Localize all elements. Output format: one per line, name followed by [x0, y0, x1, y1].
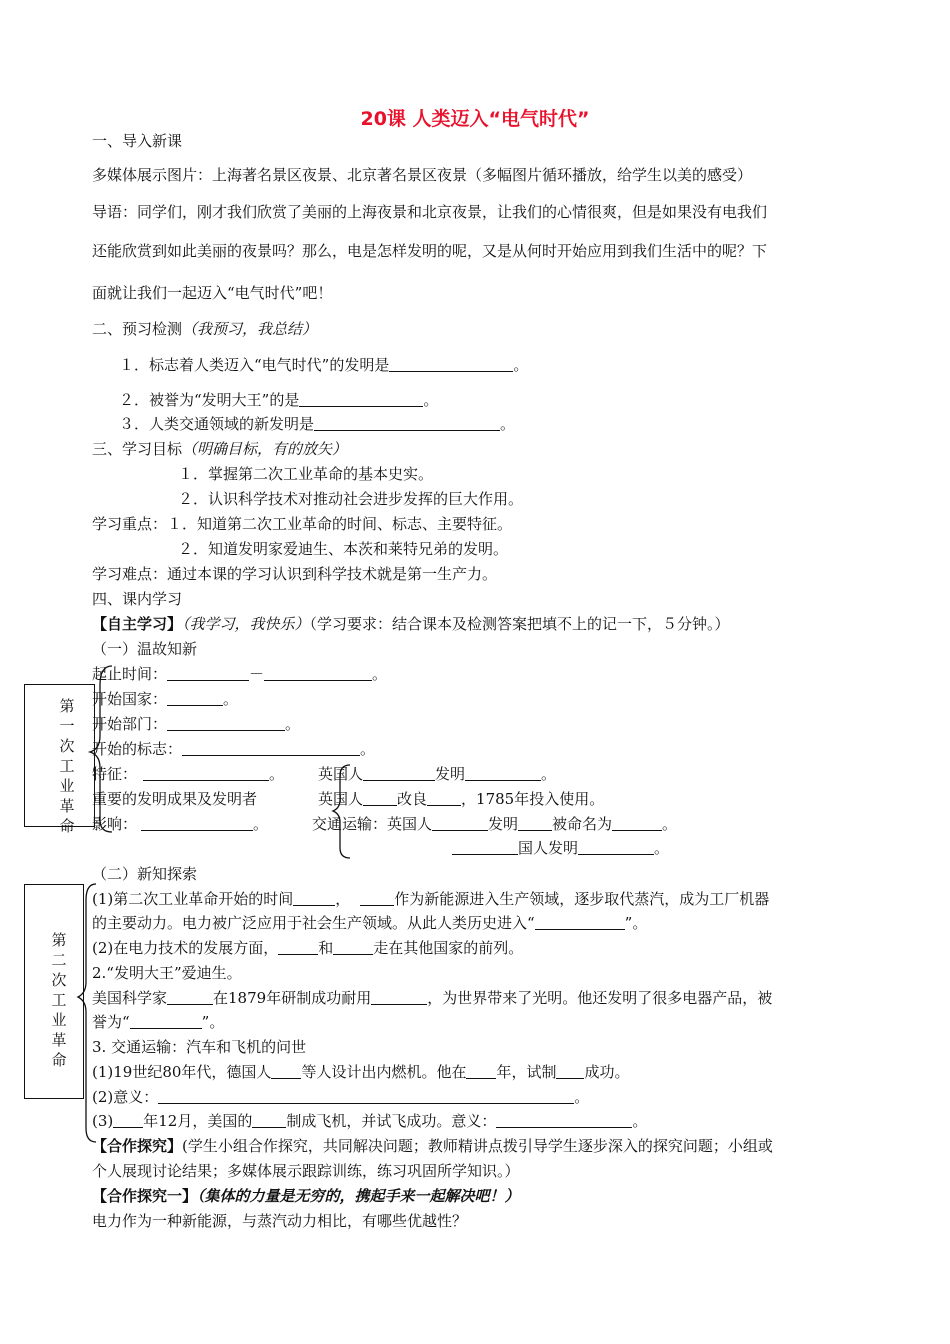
transport-1: (1)19世纪80年代，德国人 等人设计出内燃机。他在 年，试制 成功。: [92, 1063, 630, 1081]
guide-line-3: 面就让我们一起迈入“电气时代”吧！: [92, 284, 333, 302]
brace-major-inventions: [333, 765, 350, 858]
guide-line-1: 导语：同学们，刚才我们欣赏了美丽的上海夜景和北京夜景，让我们的心情很爽，但是如果没有电我们: [92, 203, 768, 221]
guide-line-2: 还能欣赏到如此美丽的夜景吗？那么，电是怎样发明的呢，又是从何时开始应用到我们生活中的呢？下: [92, 242, 768, 260]
coop-line-1: 【合作探究】(学生小组合作探究，共同解决问题；教师精讲点拨引导学生逐步深入的探究问题；小组或: [92, 1137, 773, 1155]
media-line: 多媒体展示图片：上海著名景区夜景、北京著名景区夜景（多幅图片循环播放，给学生以美的感受）: [92, 166, 753, 184]
review-major: 重要的发明成果及发明者: [92, 790, 258, 808]
transport-title: 3. 交通运输：汽车和飞机的问世: [92, 1038, 307, 1056]
new-1-line-2: 的主要动力。电力被广泛应用于社会生产领域。从此人类历史进入“ ”。: [92, 914, 648, 932]
coop-one-note: （集体的力量是无穷的，携起手来一起解决吧！）: [197, 1187, 520, 1205]
section-1-heading: 一、导入新课: [92, 132, 183, 150]
section-4-heading: 四、课内学习: [92, 590, 183, 608]
review-impact: 影响： 。: [92, 815, 269, 833]
self-study-requirement: （学习要求：结合课本及检测答案把填不上的记一下，５分钟。）: [309, 615, 730, 633]
review-time: 起止时间： － 。: [92, 665, 388, 683]
section-2-heading: 二、预习检测（我预习，我总结）: [92, 320, 318, 338]
transport-3: (3) 年12月，美国的 制成飞机，并试飞成功。意义： 。: [92, 1112, 648, 1130]
new-heading: （二）新知探索: [92, 865, 198, 883]
preview-q2: ２．被誉为“发明大王”的是 。: [119, 391, 439, 409]
coop-one-tag: 【合作探究一】: [92, 1187, 198, 1205]
brace-second-revolution: [78, 884, 96, 1142]
section-2-note: （我预习，我总结）: [182, 320, 318, 338]
first-revolution-label: 第一次工业革命: [59, 697, 75, 835]
coop-line-2: 个人展现讨论结果；多媒体展示跟踪训练，练习巩固所学知识。）: [92, 1162, 520, 1180]
edison-line-1: 美国科学家 在1879年研制成功耐用 ，为世界带来了光明。他还发明了很多电器产品，被: [92, 989, 773, 1007]
section-3-note: （明确目标，有的放矢）: [182, 440, 348, 458]
edison-line-2: 誉为“ ”。: [92, 1013, 225, 1031]
page-title: 20课 人类迈入“电气时代”: [360, 108, 590, 130]
final-question: 电力作为一种新能源，与蒸汽动力相比，有哪些优越性？: [92, 1212, 468, 1230]
coop-tag: 【合作探究】: [92, 1137, 183, 1155]
difficulty: 学习难点：通过本课的学习认识到科学技术就是第一生产力。: [92, 565, 498, 583]
self-study-note: （我学习，我快乐）: [182, 615, 310, 633]
key-point-1: 学习重点：１．知道第二次工业革命的时间、标志、主要特征。: [92, 515, 513, 533]
preview-q3: ３．人类交通领域的新发明是 。: [119, 415, 516, 433]
review-invention-2: 英国人 改良 ，1785年投入使用。: [318, 790, 605, 808]
transport-2: (2)意义： 。: [92, 1088, 590, 1106]
second-revolution-label: 第二次工业革命: [51, 931, 67, 1069]
key-point-2: ２．知道发明家爱迪生、本茨和莱特兄弟的发明。: [178, 540, 509, 558]
edison-title: 2.“发明大王”爱迪生。: [92, 964, 242, 982]
review-invention-1: 英国人 发明 。: [318, 765, 557, 783]
section-3-heading: 三、学习目标（明确目标，有的放矢）: [92, 440, 348, 458]
new-1-line-1: (1)第二次工业革命开始的时间 ， 作为新能源进入生产领域，逐步取代蒸汽，成为工厂机器: [92, 890, 770, 908]
goal-1: １．掌握第二次工业革命的基本史实。: [178, 465, 434, 483]
review-country-inventor: 国人发明 。: [452, 838, 669, 858]
goal-2: ２．认识科学技术对推动社会进步发挥的巨大作用。: [178, 490, 524, 508]
review-country: 开始国家： 。: [92, 690, 239, 708]
new-2-line: (2)在电力技术的发展方面， 和 走在其他国家的前列。: [92, 939, 524, 957]
brace-first-revolution: [90, 666, 112, 832]
preview-q1: １．标志着人类迈入“电气时代”的发明是 。: [119, 356, 529, 374]
review-transport: 交通运输：英国人 发明 被命名为 。: [312, 815, 678, 833]
review-dept: 开始部门： 。: [92, 715, 301, 733]
review-heading: （一）温故知新: [92, 640, 198, 658]
review-feature: 特征： 。: [92, 765, 285, 783]
self-study-tag: 【自主学习】: [92, 615, 183, 633]
review-mark: 开始的标志： 。: [92, 740, 376, 758]
